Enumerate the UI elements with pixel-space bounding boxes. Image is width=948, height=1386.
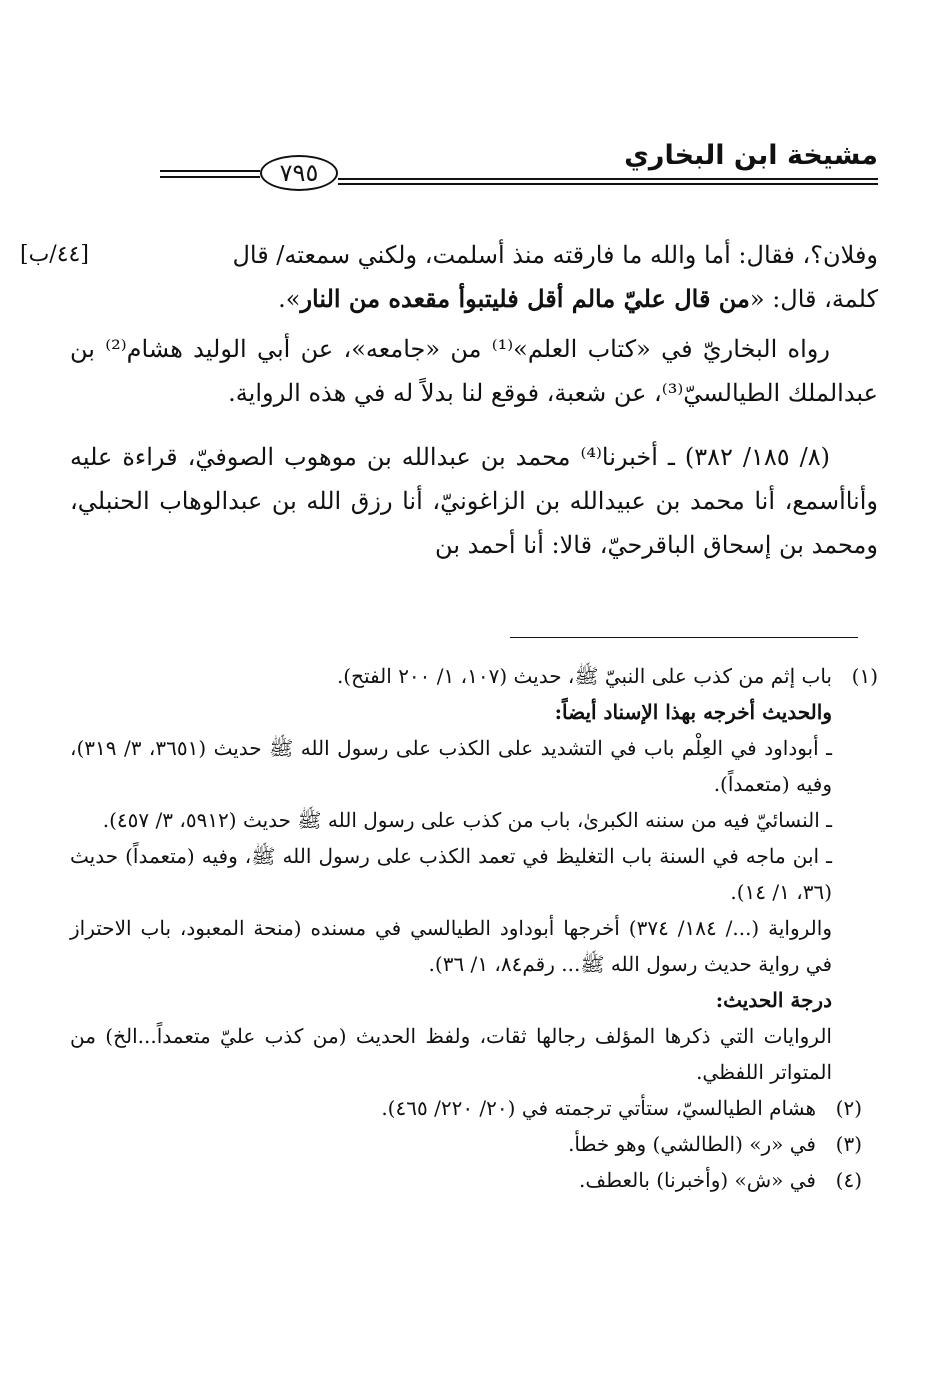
paragraph-1-text-end: ». <box>278 285 301 313</box>
footnote-line: باب إثم من كذب على النبيّ ﷺ، حديث (١٠٧، ١/ ٢٠٠ الفتح). <box>336 664 832 688</box>
footnote-line: ـ النسائيّ فيه من سننه الكبرىٰ، باب من كذب على رسول الله ﷺ حديث (٥٩١٢، ٣/ ٤٥٧). <box>102 808 832 832</box>
footnote-number: (١) <box>851 664 878 688</box>
manuscript-folio-reference: [٤٤/ب] <box>20 242 89 267</box>
footnote-line: ـ أبوداود في العِلْم باب في التشديد على الكذب على رسول الله ﷺ حديث (٣٦٥١، ٣/ ٣١٩)، وفيه (متعمداً). <box>70 736 832 796</box>
footnote-separator <box>510 637 858 638</box>
footnote-body: في «ش» (وأخبرنا) بالعطف. <box>579 1168 816 1192</box>
header-rule <box>160 170 260 172</box>
footnote <box>70 1090 878 1126</box>
footnote-subheading: والحديث أخرجه بهذا الإسناد أيضاً: <box>554 700 832 724</box>
paragraph-1-text: كلمة، قال: « <box>749 285 878 313</box>
footnotes <box>70 658 878 1198</box>
paragraph-2: رواه البخاريّ في «كتاب العلم»⁽¹⁾ من «جامعه»، عن أبي الوليد هشام⁽²⁾ بن عبدالملك الطيالسيّ⁽³⁾، عن شعبة، فوقع لنا بدلاً له في هذه الرواية. <box>70 335 878 407</box>
footnote-number: (٣) <box>835 1132 862 1156</box>
hadith-text: من قال عليّ مالم أقل فليتبوأ مقعده من النار <box>300 284 750 313</box>
header-rule <box>160 176 260 178</box>
main-text <box>70 233 878 567</box>
footnote <box>70 1126 878 1162</box>
paragraph-3: (٨/ ١٨٥/ ٣٨٢) ـ أخبرنا⁽⁴⁾ محمد بن عبدالله بن موهوب الصوفيّ، قراءة عليه وأناأسمع، أنا محمد بن عبيدالله بن الزاغونيّ، أنا رزق الله بن عبدالوهاب الحنبلي، ومحمد بن إسحاق الباقرحيّ، قالا: أنا أحمد بن <box>70 443 878 559</box>
footnote-line: والرواية (.../ ١٨٤/ ٣٧٤) أخرجها أبوداود الطيالسي في مسنده (منحة المعبود، باب الاحتراز في رواية حديث رسول الله ﷺ... رقم٨٤، ١/ ٣٦). <box>70 916 832 976</box>
footnote-body: في «ر» (الطالشي) وهو خطأ. <box>568 1132 816 1156</box>
footnote <box>70 1162 878 1198</box>
running-header-title: مشيخة ابن البخاري <box>624 140 878 171</box>
paragraph-1 <box>70 233 878 321</box>
footnote-subheading: درجة الحديث: <box>715 988 832 1012</box>
footnote-body: هشام الطيالسيّ، ستأتي ترجمته في (٢٠/ ٢٢٠/ ٤٦٥). <box>381 1096 816 1120</box>
header-rule <box>338 183 878 185</box>
page-number: ٧٩٥ <box>260 155 338 191</box>
header-rule <box>338 178 878 180</box>
footnote-body <box>70 658 832 1090</box>
footnote-line: الروايات التي ذكرها المؤلف رجالها ثقات، ولفظ الحديث (من كذب عليّ متعمداً...الخ) من المتواتر اللفظي. <box>70 1024 832 1084</box>
footnote-number: (٤) <box>835 1168 862 1192</box>
footnote <box>70 658 878 1090</box>
paragraph-1-line-1: وفلان؟، فقال: أما والله ما فارقته منذ أسلمت، ولكني سمعته/ قال <box>232 241 878 269</box>
footnote-line: ـ ابن ماجه في السنة باب التغليظ في تعمد الكذب على رسول الله ﷺ، وفيه (متعمداً) حديث (٣٦، ١/ ١٤). <box>70 844 832 904</box>
footnote-number: (٢) <box>835 1096 862 1120</box>
